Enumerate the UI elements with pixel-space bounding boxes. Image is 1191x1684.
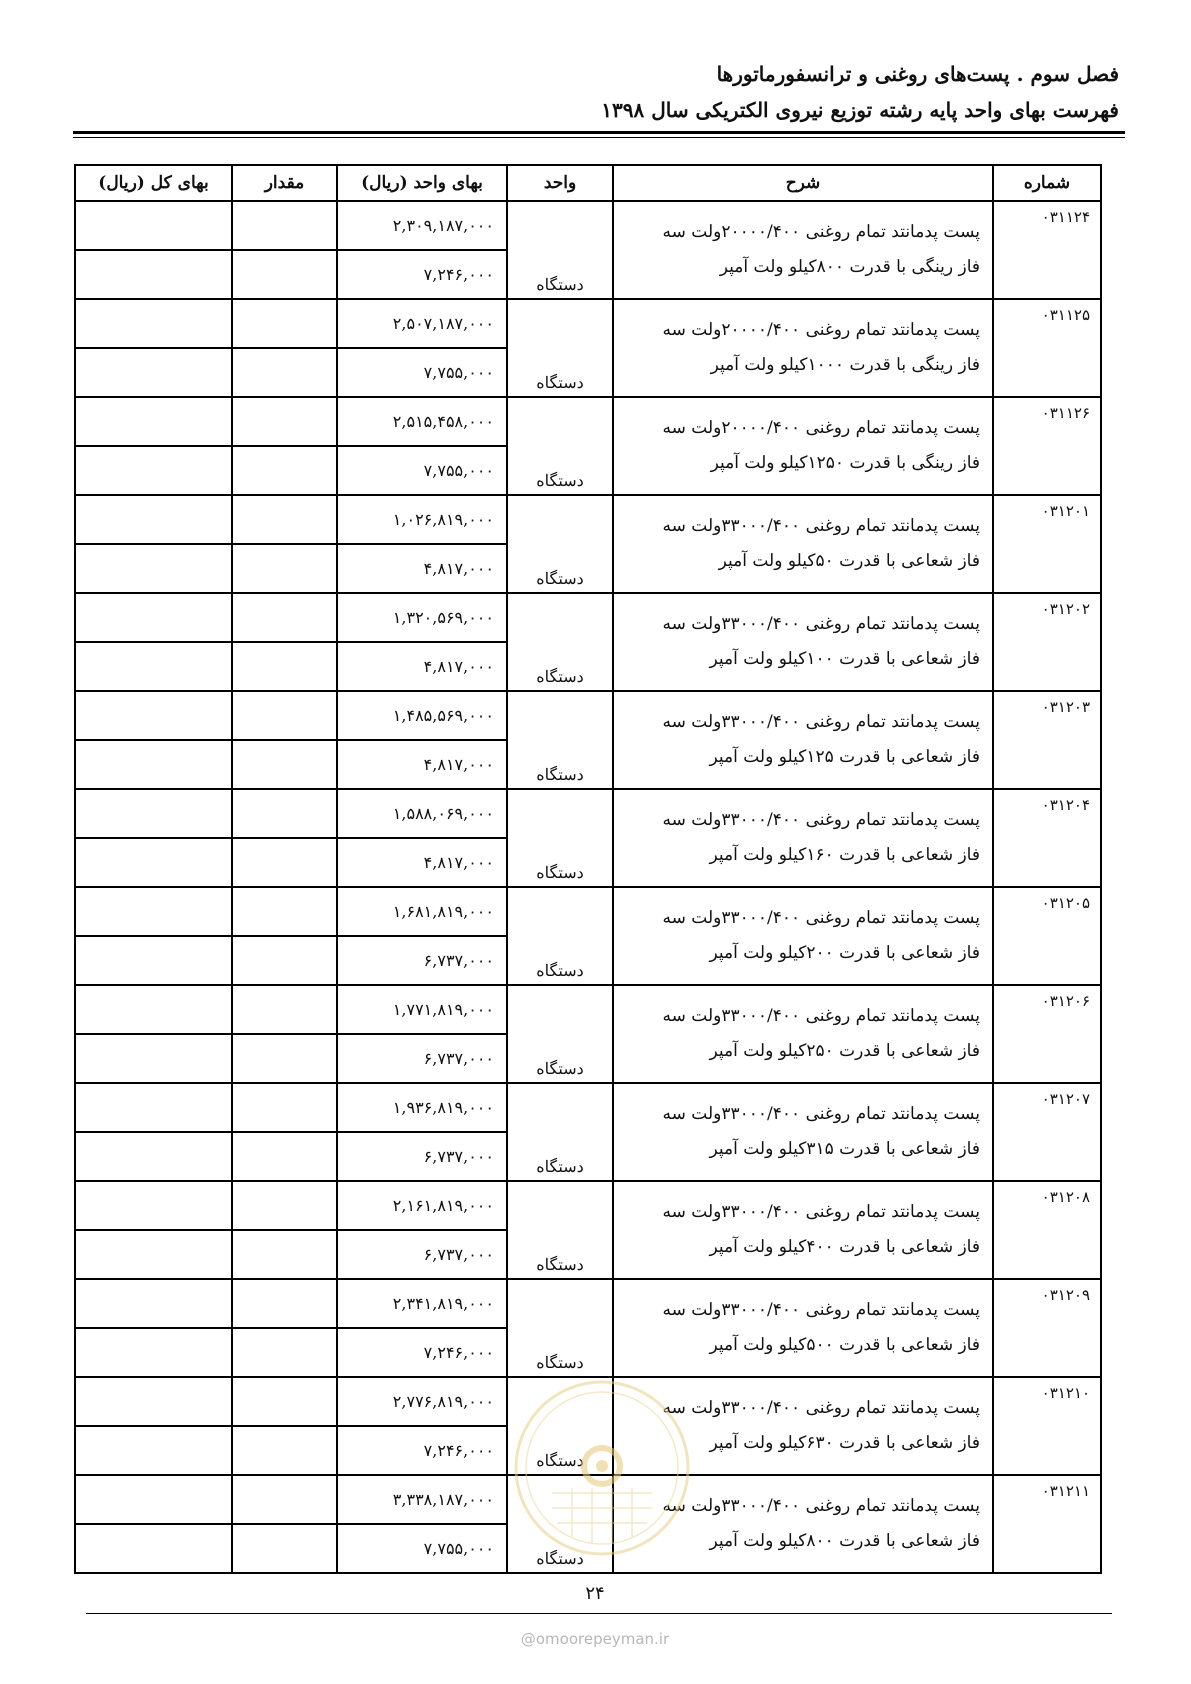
chapter-title: فصل سوم . پست‌های روغنی و ترانسفورماتورها — [716, 62, 1119, 86]
item-number: ۰۳۱۱۲۵ — [993, 299, 1101, 397]
quantity-cell[interactable] — [232, 1083, 337, 1132]
item-unit: دستگاه — [507, 1083, 613, 1181]
description-line-1: پست پدمانتد تمام روغنی ۳۳۰۰۰/۴۰۰ولت سه — [662, 1006, 980, 1026]
header-quantity: مقدار — [232, 165, 337, 201]
description-line-2: فاز رینگی با قدرت ۱۰۰۰کیلو ولت آمپر — [710, 355, 980, 375]
unit-price-1: ۳,۳۳۸,۱۸۷,۰۰۰ — [337, 1475, 507, 1524]
item-description — [613, 299, 993, 397]
unit-price-1: ۱,۹۳۶,۸۱۹,۰۰۰ — [337, 1083, 507, 1132]
description-line-1: پست پدمانتد تمام روغنی ۳۳۰۰۰/۴۰۰ولت سه — [662, 1300, 980, 1320]
unit-price-2: ۶,۷۳۷,۰۰۰ — [337, 1132, 507, 1181]
table-row — [75, 1083, 1101, 1132]
item-number: ۰۳۱۲۰۴ — [993, 789, 1101, 887]
item-number: ۰۳۱۱۲۶ — [993, 397, 1101, 495]
total-cell[interactable] — [75, 740, 232, 789]
item-unit: دستگاه — [507, 691, 613, 789]
unit-price-1: ۲,۷۷۶,۸۱۹,۰۰۰ — [337, 1377, 507, 1426]
unit-price-1: ۲,۵۰۷,۱۸۷,۰۰۰ — [337, 299, 507, 348]
page-number: ۲۴ — [585, 1583, 605, 1604]
description-line-2: فاز شعاعی با قدرت ۸۰۰کیلو ولت آمپر — [709, 1531, 980, 1551]
quantity-cell[interactable] — [232, 1132, 337, 1181]
quantity-cell[interactable] — [232, 936, 337, 985]
item-number: ۰۳۱۲۰۲ — [993, 593, 1101, 691]
quantity-cell[interactable] — [232, 1230, 337, 1279]
item-number: ۰۳۱۱۲۴ — [993, 201, 1101, 299]
description-line-2: فاز شعاعی با قدرت ۳۱۵کیلو ولت آمپر — [709, 1139, 980, 1159]
quantity-cell[interactable] — [232, 740, 337, 789]
quantity-cell[interactable] — [232, 1328, 337, 1377]
total-cell[interactable] — [75, 1377, 232, 1426]
quantity-cell[interactable] — [232, 642, 337, 691]
quantity-cell[interactable] — [232, 299, 337, 348]
total-cell[interactable] — [75, 446, 232, 495]
unit-price-2: ۶,۷۳۷,۰۰۰ — [337, 1034, 507, 1083]
quantity-cell[interactable] — [232, 887, 337, 936]
total-cell[interactable] — [75, 838, 232, 887]
table-row — [75, 593, 1101, 642]
item-number: ۰۳۱۲۰۵ — [993, 887, 1101, 985]
quantity-cell[interactable] — [232, 1475, 337, 1524]
description-line-1: پست پدمانتد تمام روغنی ۳۳۰۰۰/۴۰۰ولت سه — [662, 516, 980, 536]
unit-price-2: ۷,۲۴۶,۰۰۰ — [337, 250, 507, 299]
unit-price-2: ۴,۸۱۷,۰۰۰ — [337, 838, 507, 887]
description-line-1: پست پدمانتد تمام روغنی ۲۰۰۰۰/۴۰۰ولت سه — [662, 320, 980, 340]
quantity-cell[interactable] — [232, 201, 337, 250]
unit-price-1: ۲,۳۰۹,۱۸۷,۰۰۰ — [337, 201, 507, 250]
quantity-cell[interactable] — [232, 1034, 337, 1083]
total-cell[interactable] — [75, 1132, 232, 1181]
page-header — [69, 55, 1119, 127]
quantity-cell[interactable] — [232, 985, 337, 1034]
unit-price-1: ۱,۷۷۱,۸۱۹,۰۰۰ — [337, 985, 507, 1034]
item-unit: دستگاه — [507, 299, 613, 397]
unit-price-1: ۱,۳۲۰,۵۶۹,۰۰۰ — [337, 593, 507, 642]
description-line-2: فاز شعاعی با قدرت ۴۰۰کیلو ولت آمپر — [709, 1237, 980, 1257]
total-cell[interactable] — [75, 1524, 232, 1573]
unit-price-2: ۶,۷۳۷,۰۰۰ — [337, 936, 507, 985]
header-number: شماره — [993, 165, 1101, 201]
total-cell[interactable] — [75, 299, 232, 348]
item-description — [613, 887, 993, 985]
footer-rule — [86, 1613, 1112, 1614]
description-line-1: پست پدمانتد تمام روغنی ۳۳۰۰۰/۴۰۰ولت سه — [662, 1202, 980, 1222]
table-row — [75, 495, 1101, 544]
unit-price-1: ۲,۵۱۵,۴۵۸,۰۰۰ — [337, 397, 507, 446]
description-line-2: فاز شعاعی با قدرت ۲۰۰کیلو ولت آمپر — [709, 943, 980, 963]
unit-price-1: ۱,۰۲۶,۸۱۹,۰۰۰ — [337, 495, 507, 544]
table-row — [75, 691, 1101, 740]
description-line-1: پست پدمانتد تمام روغنی ۳۳۰۰۰/۴۰۰ولت سه — [662, 1496, 980, 1516]
unit-price-1: ۲,۳۴۱,۸۱۹,۰۰۰ — [337, 1279, 507, 1328]
unit-price-1: ۱,۴۸۵,۵۶۹,۰۰۰ — [337, 691, 507, 740]
table-row — [75, 985, 1101, 1034]
total-cell[interactable] — [75, 201, 232, 250]
header-rule-thin — [73, 137, 1125, 138]
item-unit: دستگاه — [507, 495, 613, 593]
item-unit: دستگاه — [507, 1279, 613, 1377]
quantity-cell[interactable] — [232, 495, 337, 544]
item-number: ۰۳۱۲۰۷ — [993, 1083, 1101, 1181]
unit-price-2: ۷,۲۴۶,۰۰۰ — [337, 1426, 507, 1475]
total-cell[interactable] — [75, 397, 232, 446]
table-row — [75, 887, 1101, 936]
item-unit: دستگاه — [507, 887, 613, 985]
item-number: ۰۳۱۲۱۰ — [993, 1377, 1101, 1475]
table-row — [75, 201, 1101, 250]
total-cell[interactable] — [75, 887, 232, 936]
quantity-cell[interactable] — [232, 1426, 337, 1475]
item-unit: دستگاه — [507, 789, 613, 887]
total-cell[interactable] — [75, 691, 232, 740]
item-description — [613, 593, 993, 691]
unit-price-2: ۴,۸۱۷,۰۰۰ — [337, 544, 507, 593]
item-description — [613, 201, 993, 299]
description-line-1: پست پدمانتد تمام روغنی ۲۰۰۰۰/۴۰۰ولت سه — [662, 222, 980, 242]
quantity-cell[interactable] — [232, 691, 337, 740]
item-number: ۰۳۱۲۰۶ — [993, 985, 1101, 1083]
item-unit: دستگاه — [507, 985, 613, 1083]
total-cell[interactable] — [75, 1475, 232, 1524]
quantity-cell[interactable] — [232, 348, 337, 397]
unit-price-2: ۴,۸۱۷,۰۰۰ — [337, 740, 507, 789]
description-line-2: فاز رینگی با قدرت ۸۰۰کیلو ولت آمپر — [719, 257, 980, 277]
item-unit: دستگاه — [507, 1181, 613, 1279]
total-cell[interactable] — [75, 1181, 232, 1230]
item-description — [613, 1279, 993, 1377]
unit-price-1: ۱,۶۸۱,۸۱۹,۰۰۰ — [337, 887, 507, 936]
total-cell[interactable] — [75, 1426, 232, 1475]
unit-price-1: ۲,۱۶۱,۸۱۹,۰۰۰ — [337, 1181, 507, 1230]
price-table — [74, 164, 1102, 1574]
quantity-cell[interactable] — [232, 593, 337, 642]
unit-price-2: ۶,۷۳۷,۰۰۰ — [337, 1230, 507, 1279]
item-number: ۰۳۱۲۰۳ — [993, 691, 1101, 789]
document-title: فهرست بهای واحد پایه رشته توزیع نیروی الکتریکی سال ۱۳۹۸ — [601, 98, 1119, 122]
header-rule-thick — [73, 131, 1125, 134]
total-cell[interactable] — [75, 936, 232, 985]
watermark-seal-icon — [512, 1378, 692, 1558]
total-cell[interactable] — [75, 544, 232, 593]
item-description — [613, 495, 993, 593]
total-cell[interactable] — [75, 593, 232, 642]
total-cell[interactable] — [75, 348, 232, 397]
quantity-cell[interactable] — [232, 838, 337, 887]
total-cell[interactable] — [75, 1230, 232, 1279]
table-row — [75, 1181, 1101, 1230]
description-line-2: فاز شعاعی با قدرت ۶۳۰کیلو ولت آمپر — [709, 1433, 980, 1453]
description-line-2: فاز شعاعی با قدرت ۱۰۰کیلو ولت آمپر — [709, 649, 980, 669]
description-line-2: فاز شعاعی با قدرت ۱۶۰کیلو ولت آمپر — [709, 845, 980, 865]
quantity-cell[interactable] — [232, 1181, 337, 1230]
total-cell[interactable] — [75, 1328, 232, 1377]
watermark-site: @omoorepeyman.ir — [520, 1630, 670, 1648]
unit-price-1: ۱,۵۸۸,۰۶۹,۰۰۰ — [337, 789, 507, 838]
quantity-cell[interactable] — [232, 250, 337, 299]
description-line-1: پست پدمانتد تمام روغنی ۳۳۰۰۰/۴۰۰ولت سه — [662, 908, 980, 928]
header-unit: واحد — [507, 165, 613, 201]
quantity-cell[interactable] — [232, 397, 337, 446]
unit-price-2: ۷,۷۵۵,۰۰۰ — [337, 446, 507, 495]
total-cell[interactable] — [75, 495, 232, 544]
total-cell[interactable] — [75, 642, 232, 691]
item-number: ۰۳۱۲۰۸ — [993, 1181, 1101, 1279]
description-line-2: فاز رینگی با قدرت ۱۲۵۰کیلو ولت آمپر — [710, 453, 980, 473]
quantity-cell[interactable] — [232, 789, 337, 838]
item-description — [613, 691, 993, 789]
item-unit: دستگاه — [507, 1377, 613, 1475]
unit-price-2: ۷,۷۵۵,۰۰۰ — [337, 348, 507, 397]
table-header-row — [75, 165, 1101, 201]
header-unit-price: بهای واحد (ریال) — [337, 165, 507, 201]
description-line-1: پست پدمانتد تمام روغنی ۳۳۰۰۰/۴۰۰ولت سه — [662, 712, 980, 732]
description-line-1: پست پدمانتد تمام روغنی ۳۳۰۰۰/۴۰۰ولت سه — [662, 1398, 980, 1418]
item-unit: دستگاه — [507, 397, 613, 495]
description-line-1: پست پدمانتد تمام روغنی ۳۳۰۰۰/۴۰۰ولت سه — [662, 810, 980, 830]
header-total: بهای کل (ریال) — [75, 165, 232, 201]
quantity-cell[interactable] — [232, 1279, 337, 1328]
table-row — [75, 299, 1101, 348]
item-number: ۰۳۱۲۱۱ — [993, 1475, 1101, 1573]
item-description — [613, 397, 993, 495]
unit-price-2: ۴,۸۱۷,۰۰۰ — [337, 642, 507, 691]
description-line-2: فاز شعاعی با قدرت ۱۲۵کیلو ولت آمپر — [709, 747, 980, 767]
quantity-cell[interactable] — [232, 1524, 337, 1573]
item-description — [613, 1181, 993, 1279]
quantity-cell[interactable] — [232, 544, 337, 593]
total-cell[interactable] — [75, 1083, 232, 1132]
unit-price-2: ۷,۷۵۵,۰۰۰ — [337, 1524, 507, 1573]
item-unit: دستگاه — [507, 201, 613, 299]
total-cell[interactable] — [75, 1279, 232, 1328]
header-description: شرح — [613, 165, 993, 201]
item-description — [613, 1083, 993, 1181]
item-unit: دستگاه — [507, 1475, 613, 1573]
item-description — [613, 985, 993, 1083]
quantity-cell[interactable] — [232, 1377, 337, 1426]
total-cell[interactable] — [75, 250, 232, 299]
description-line-1: پست پدمانتد تمام روغنی ۳۳۰۰۰/۴۰۰ولت سه — [662, 1104, 980, 1124]
unit-price-2: ۷,۲۴۶,۰۰۰ — [337, 1328, 507, 1377]
description-line-1: پست پدمانتد تمام روغنی ۲۰۰۰۰/۴۰۰ولت سه — [662, 418, 980, 438]
description-line-1: پست پدمانتد تمام روغنی ۳۳۰۰۰/۴۰۰ولت سه — [662, 614, 980, 634]
table-row — [75, 397, 1101, 446]
item-number: ۰۳۱۲۰۹ — [993, 1279, 1101, 1377]
description-line-2: فاز شعاعی با قدرت ۲۵۰کیلو ولت آمپر — [709, 1041, 980, 1061]
quantity-cell[interactable] — [232, 446, 337, 495]
table-row — [75, 789, 1101, 838]
total-cell[interactable] — [75, 1034, 232, 1083]
description-line-2: فاز شعاعی با قدرت ۵۰۰کیلو ولت آمپر — [709, 1335, 980, 1355]
total-cell[interactable] — [75, 789, 232, 838]
description-line-2: فاز شعاعی با قدرت ۵۰کیلو ولت آمپر — [718, 551, 980, 571]
item-number: ۰۳۱۲۰۱ — [993, 495, 1101, 593]
item-unit: دستگاه — [507, 593, 613, 691]
item-description — [613, 789, 993, 887]
total-cell[interactable] — [75, 985, 232, 1034]
table-row — [75, 1279, 1101, 1328]
